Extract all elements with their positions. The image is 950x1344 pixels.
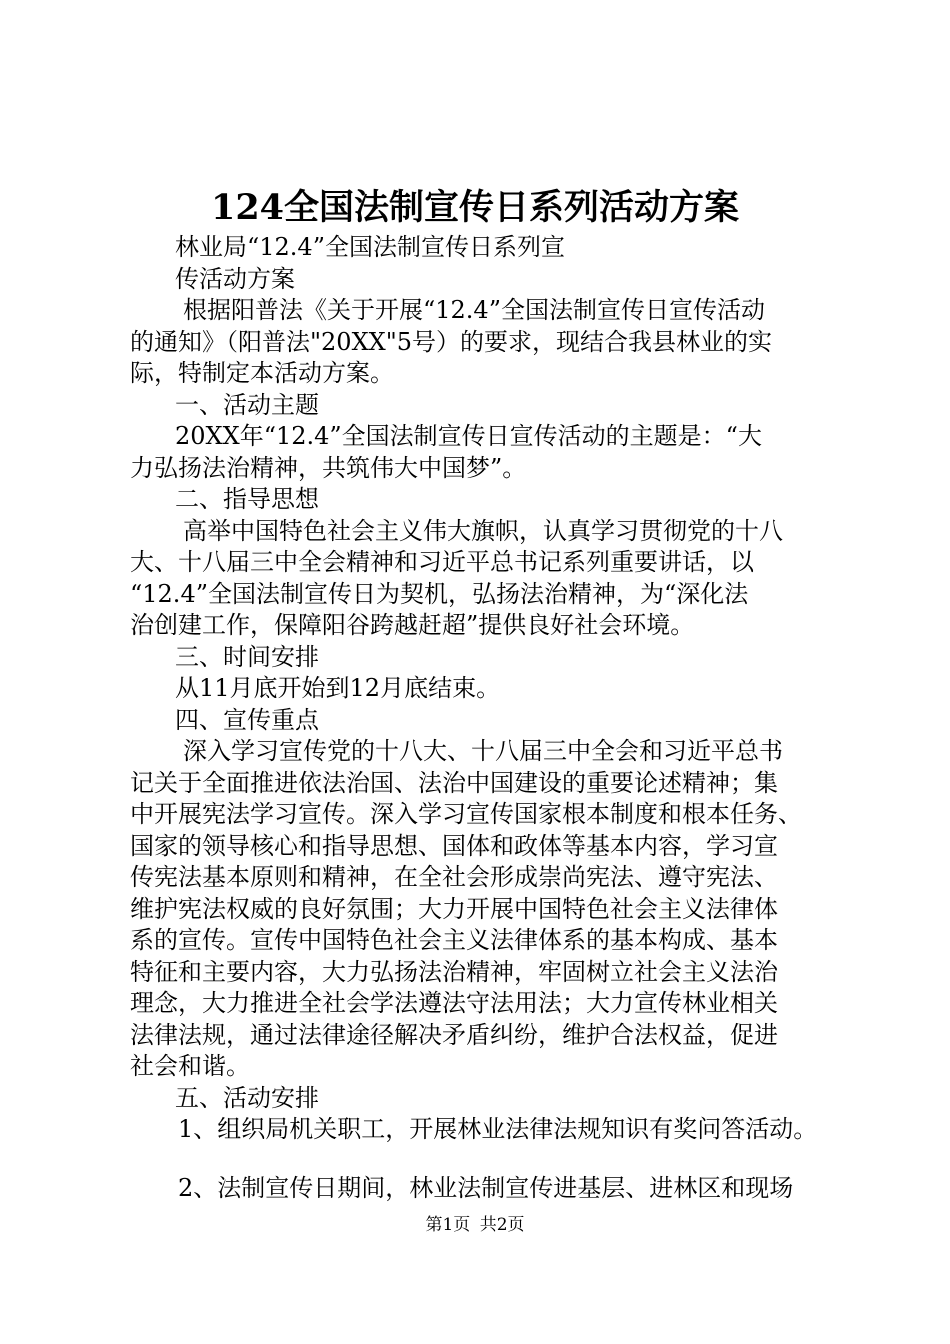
page-total: 共2页 [479, 1215, 525, 1235]
paragraph-guidance-line-4: 治创建工作，保障阳谷跨越赶超”提供良好社会环境。 [130, 611, 695, 639]
paragraph-focus-line-7: 系的宣传。宣传中国特色社会主义法律体系的基本构成、基本 [130, 926, 778, 954]
section-heading-schedule: 三、时间安排 [175, 642, 319, 671]
paragraph-focus-line-5: 传宪法基本原则和精神，在全社会形成崇尚宪法、遵守宪法、 [130, 863, 778, 891]
paragraph-guidance-line-1: 高举中国特色社会主义伟大旗帜，认真学习贯彻党的十八 [183, 516, 783, 545]
section-heading-arrangement: 五、活动安排 [175, 1083, 319, 1112]
paragraph-arrangement-item-1: 1、组织局机关职工，开展林业法律法规知识有奖问答活动。 [178, 1115, 818, 1143]
paragraph-focus-line-2: 记关于全面推进依法治国、法治中国建设的重要论述精神；集 [130, 768, 778, 797]
paragraph-spacer [130, 1146, 840, 1173]
paragraph-theme-line-2: 力弘扬法治精神，共筑伟大中国梦”。 [130, 453, 527, 482]
paragraph-focus-line-4: 国家的领导核心和指导思想、国体和政体等基本内容，学习宣 [130, 831, 778, 860]
document-body [130, 232, 840, 1204]
paragraph-arrangement-item-2: 2、法制宣传日期间，林业法制宣传进基层、进林区和现场 [178, 1173, 794, 1202]
paragraph-focus-line-10: 法律法规，通过法律途径解决矛盾纠纷，维护合法权益，促进 [130, 1020, 778, 1049]
section-heading-focus: 四、宣传重点 [175, 705, 319, 734]
paragraph-focus-line-3: 中开展宪法学习宣传。深入学习宣传国家根本制度和根本任务、 [130, 800, 802, 828]
subtitle-line-2: 传活动方案 [175, 264, 295, 293]
page-number: 第1页 [425, 1215, 471, 1235]
paragraph-intro-line-2: 的通知》（阳普法"20XX"5号）的要求，现结合我县林业的实 [130, 327, 773, 356]
document-title: 124全国法制宣传日系列活动方案 [210, 187, 740, 228]
paragraph-schedule-line-1: 从11月底开始到12月底结束。 [175, 674, 501, 702]
paragraph-theme-line-1: 20XX年“12.4”全国法制宣传日宣传活动的主题是：“大 [175, 422, 762, 450]
paragraph-intro-line-3: 际，特制定本活动方案。 [130, 359, 394, 387]
paragraph-intro-line-1: 根据阳普法《关于开展“12.4”全国法制宣传日宣传活动 [183, 296, 765, 324]
subtitle-line-1: 林业局“12.4”全国法制宣传日系列宣 [175, 233, 565, 261]
paragraph-focus-line-6: 维护宪法权威的良好氛围；大力开展中国特色社会主义法律体 [130, 894, 778, 923]
paragraph-focus-line-11: 社会和谐。 [130, 1052, 250, 1080]
page-footer [0, 1213, 950, 1237]
paragraph-focus-line-1: 深入学习宣传党的十八大、十八届三中全会和习近平总书 [183, 737, 783, 765]
paragraph-guidance-line-3: “12.4”全国法制宣传日为契机，弘扬法治精神，为“深化法 [130, 579, 749, 608]
section-heading-guidance: 二、指导思想 [175, 485, 319, 513]
paragraph-focus-line-9: 理念，大力推进全社会学法遵法守法用法；大力宣传林业相关 [130, 989, 778, 1017]
paragraph-focus-line-8: 特征和主要内容，大力弘扬法治精神，牢固树立社会主义法治 [130, 957, 778, 986]
section-heading-theme: 一、活动主题 [175, 390, 319, 419]
paragraph-guidance-line-2: 大、十八届三中全会精神和习近平总书记系列重要讲话，以 [130, 548, 754, 576]
